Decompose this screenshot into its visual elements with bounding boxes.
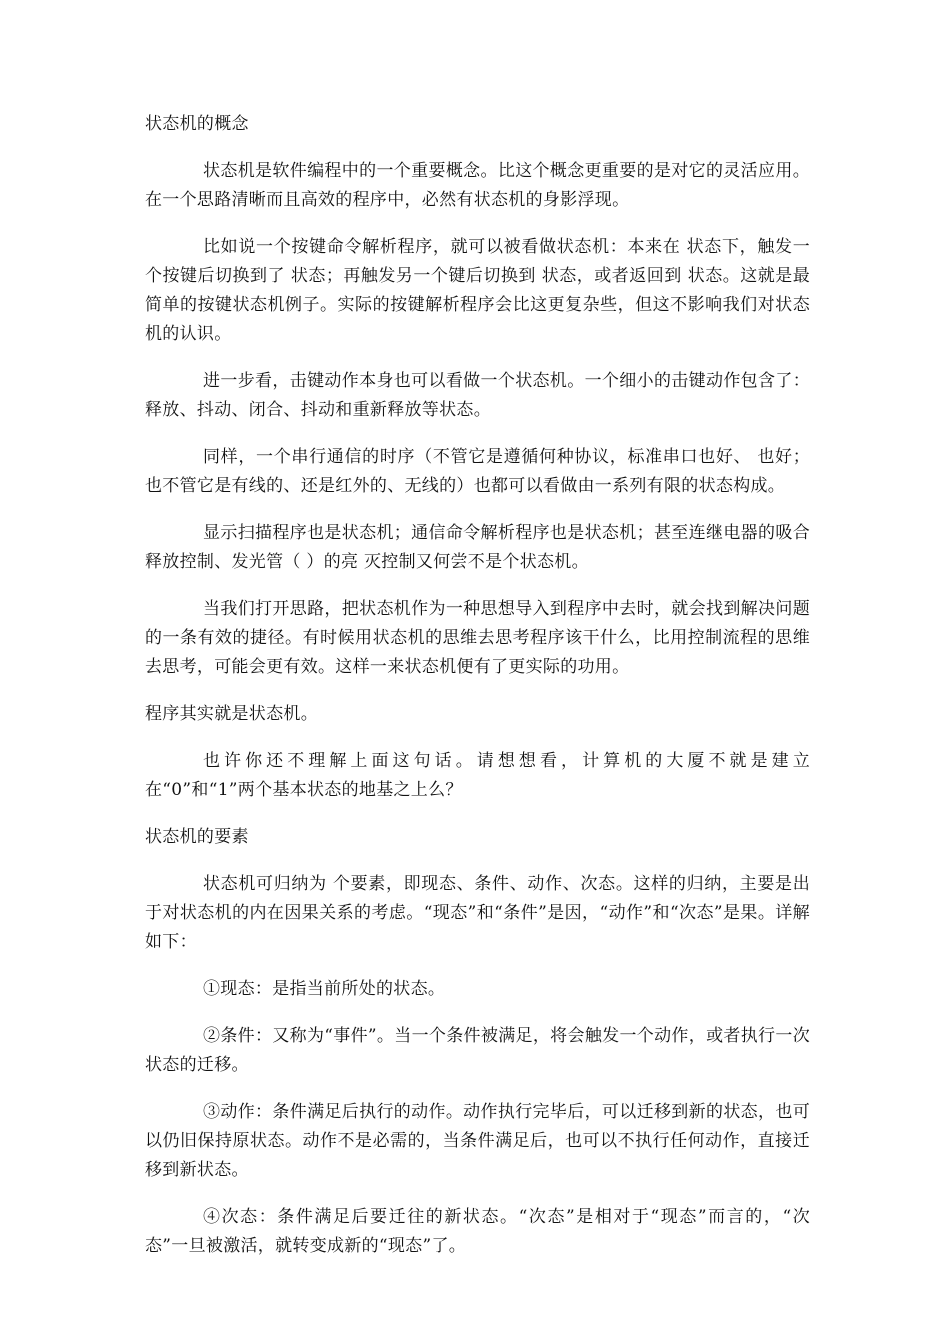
paragraph-intro: 状态机是软件编程中的一个重要概念。比这个概念更重要的是对它的灵活应用。在一个思路清晰而且高效的程序中，必然有状态机的身影浮现。	[145, 161, 810, 210]
paragraph-binary: 也许你还不理解上面这句话。请想想看，计算机的大厦不就是建立在“0”和“1”两个基本状态的地基之上么？	[145, 751, 810, 800]
section-title-elements: 状态机的要素	[145, 827, 249, 847]
paragraph-serial: 同样，一个串行通信的时序（不管它是遵循何种协议，标准串口也好、 也好；也不管它是有线的、还是红外的、无线的）也都可以看做由一系列有限的状态构成。	[145, 447, 810, 496]
list-item-next-state: ④次态：条件满足后要迁往的新状态。“次态”是相对于“现态”而言的，“次态”一旦被激活，就转变成新的“现态”了。	[145, 1207, 810, 1256]
paragraph-key-example: 比如说一个按键命令解析程序，就可以被看做状态机：本来在 状态下，触发一个按键后切换到了 状态；再触发另一个键后切换到 状态，或者返回到 状态。这就是最简单的按键状态机例子。实际的按键解析程序会比这更复杂些，但这不影响我们对状态机的认识。	[145, 237, 810, 344]
paragraph-elements-intro: 状态机可归纳为 个要素，即现态、条件、动作、次态。这样的归纳，主要是出于对状态机的内在因果关系的考虑。“现态”和“条件”是因，“动作”和“次态”是果。详解如下：	[145, 874, 810, 952]
list-item-action: ③动作：条件满足后执行的动作。动作执行完毕后，可以迁移到新的状态，也可以仍旧保持原状态。动作不是必需的，当条件满足后，也可以不执行任何动作，直接迁移到新状态。	[145, 1102, 810, 1180]
document-page	[145, 110, 810, 1279]
paragraph-display-scan: 显示扫描程序也是状态机；通信命令解析程序也是状态机；甚至连继电器的吸合 释放控制、发光管（ ）的亮 灭控制又何尝不是个状态机。	[145, 523, 810, 572]
paragraph-thinking: 当我们打开思路，把状态机作为一种思想导入到程序中去时，就会找到解决问题的一条有效的捷径。有时候用状态机的思维去思考程序该干什么，比用控制流程的思维去思考，可能会更有效。这样一来状态机便有了更实际的功用。	[145, 599, 810, 677]
statement-program-is-state-machine: 程序其实就是状态机。	[145, 704, 318, 724]
list-item-current-state: ①现态：是指当前所处的状态。	[203, 979, 446, 999]
paragraph-keystroke: 进一步看，击键动作本身也可以看做一个状态机。一个细小的击键动作包含了：释放、抖动、闭合、抖动和重新释放等状态。	[145, 371, 810, 420]
section-title-concept: 状态机的概念	[145, 114, 249, 134]
list-item-condition: ②条件：又称为“事件”。当一个条件被满足，将会触发一个动作，或者执行一次状态的迁移。	[145, 1026, 810, 1075]
